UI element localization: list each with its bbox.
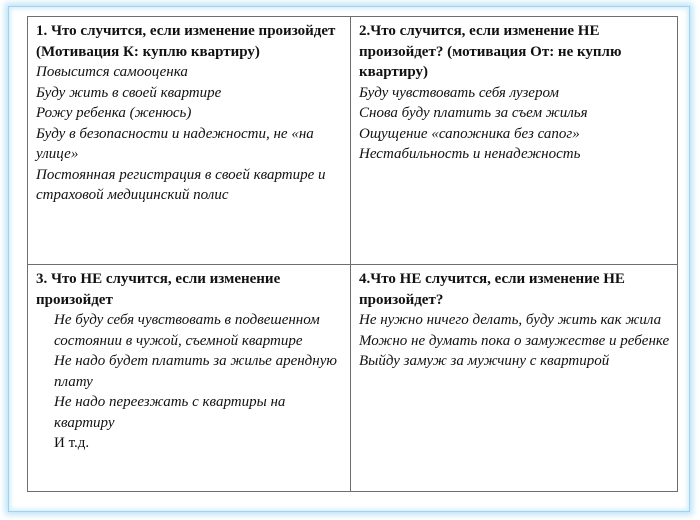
list-item: Постоянная регистрация в своей квартире и страховой медицинский полис (36, 166, 326, 203)
cell-4-heading: 4.Что НЕ случится, если изменение НЕ произойдет? (359, 271, 625, 308)
cell-3 (28, 265, 351, 491)
cell-1 (28, 17, 351, 265)
motivation-table (27, 16, 678, 492)
cell-3-list (36, 310, 344, 454)
list-item: Не нужно ничего делать, буду жить как жила (359, 312, 662, 328)
cell-4 (351, 265, 677, 491)
cell-1-list (36, 62, 344, 206)
cell-4-list (359, 310, 671, 372)
cell-2-heading: 2.Что случится, если изменение НЕ произойдет? (мотивация От: не куплю квартиру) (359, 23, 622, 80)
list-item: Можно не думать пока о замужестве и ребенке (359, 332, 670, 349)
list-item: Не буду себя чувствовать в подвешенном состоянии в чужой, съемной квартире (54, 312, 320, 349)
list-item: Не надо переезжать с квартиры на квартиру (54, 394, 286, 431)
list-item: Рожу ребенка (женюсь) (36, 105, 192, 121)
list-item: И т.д. (54, 435, 90, 451)
list-item: Ощущение «сапожника без сапог» (359, 125, 580, 142)
list-item: Буду жить в своей квартире (36, 84, 222, 101)
list-item: Повысится самооценка (36, 64, 188, 80)
list-item: Не надо будет платить за жилье арендную плату (54, 353, 337, 390)
list-item: Выйду замуж за мужчину с квартирой (359, 353, 610, 369)
list-item: Буду в безопасности и надежности, не «на улице» (36, 125, 314, 162)
list-item: Снова буду платить за съем жилья (359, 105, 588, 121)
cell-3-heading: 3. Что НЕ случится, если изменение произойдет (36, 271, 281, 308)
list-item: Буду чувствовать себя лузером (359, 84, 559, 101)
cell-2 (351, 17, 677, 265)
list-item: Нестабильность и ненадежность (359, 146, 581, 162)
cell-2-list (359, 83, 671, 165)
cell-1-heading: 1. Что случится, если изменение произойдет (Мотивация К: куплю квартиру) (36, 23, 336, 60)
